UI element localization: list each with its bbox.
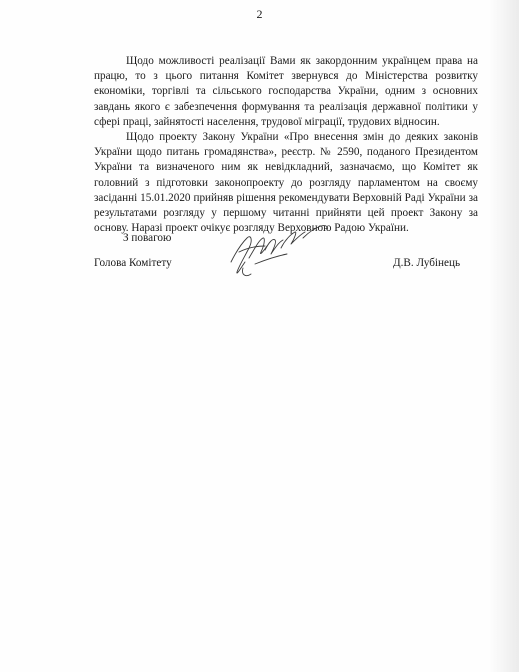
signer-name: Д.В. Лубінець [393,257,461,269]
paragraph-labor-rights: Щодо можливості реалізації Вами як закордонним українцем права на працю, то з цього питання Комітет звернувся до Міністерства розвитку економіки, торгівлі та сільського господарства України, одним з основних завдань якого є забезпечення формування та реалізація державної політики у сфері праці, зайнятості населення, трудової міграції, трудових відносин. [94,55,478,128]
handwritten-signature [225,218,335,282]
signer-position: Голова Комітету [94,257,172,269]
paragraph-citizenship-law: Щодо проекту Закону України «Про внесення змін до деяких законів України щодо питань громадянства», реєстр. № 2590, поданого Президентом України та визначеного ним як невідкладний, зазначаємо, що Комітет як головний з підготовки законопроекту до розгляду парламентом на своєму засіданні 15.01.2020 прийняв рішення рекомендувати Верховній Раді України за результатами розгляду у першому читанні прийняти цей проект Закону за основу. Наразі проект очікує розгляду Верховною Радою України. [94,131,478,235]
closing-phrase: З повагою [123,232,172,244]
letter-body [94,54,478,236]
scan-shadow [489,0,519,672]
page-number: 2 [256,7,263,21]
